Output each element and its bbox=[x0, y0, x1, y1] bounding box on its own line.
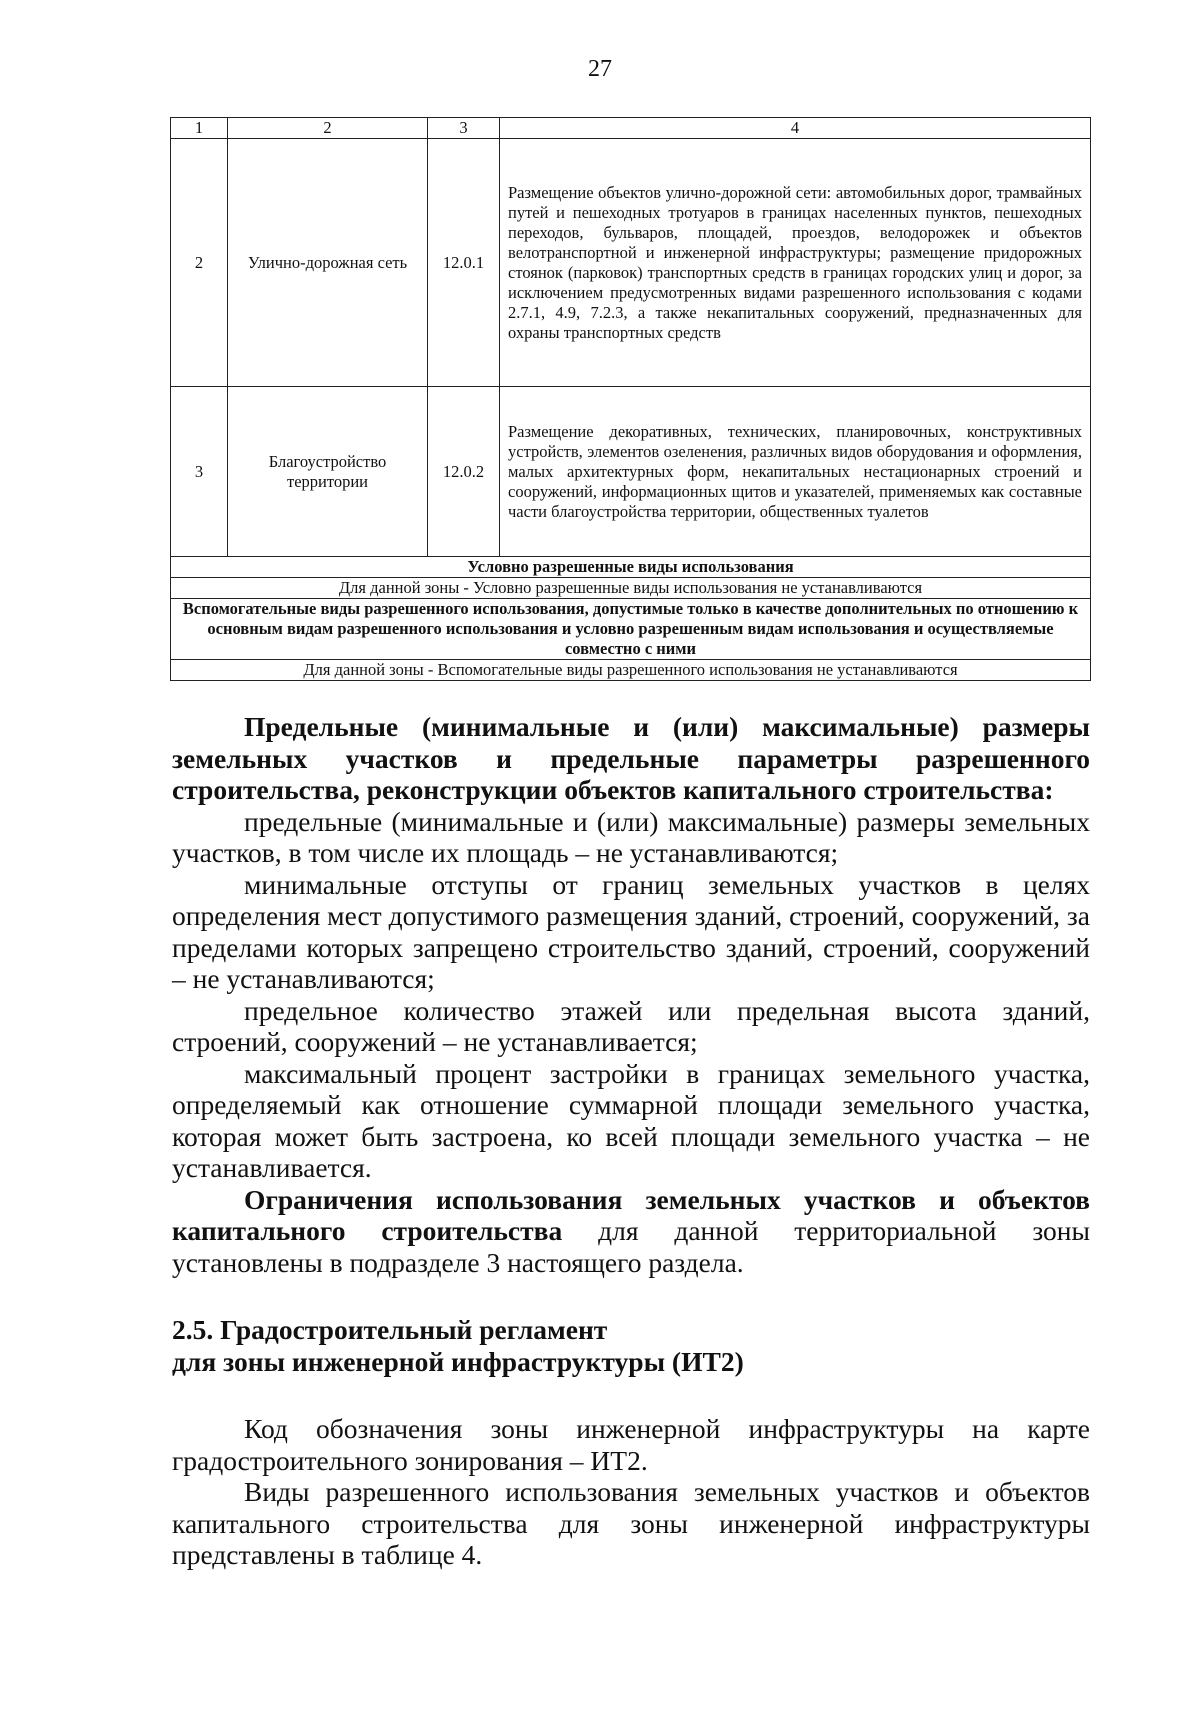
auxiliary-uses-heading: Вспомогательные виды разрешенного использования, допустимые только в качестве дополнительных по отношению к основным видам разрешенного использования и условно разрешенным видам использования и осуществляемые совместно с ними bbox=[171, 599, 1091, 660]
row-number: 3 bbox=[171, 387, 228, 557]
column-header: 4 bbox=[500, 118, 1091, 139]
section-title-line1: 2.5. Градостроительный регламент bbox=[172, 1314, 608, 1345]
page-number: 27 bbox=[588, 56, 612, 82]
conditional-uses-heading: Условно разрешенные виды использования bbox=[171, 557, 1091, 578]
conditional-uses-note: Для данной зоны - Условно разрешенные виды использования не устанавливаются bbox=[171, 578, 1091, 599]
land-use-table bbox=[170, 117, 1091, 681]
use-type-code: 12.0.2 bbox=[428, 387, 500, 557]
column-header: 3 bbox=[428, 118, 500, 139]
section-title bbox=[172, 1314, 1090, 1377]
table-row bbox=[171, 387, 1091, 557]
auxiliary-heading-row bbox=[171, 599, 1091, 660]
restrictions-rest: для данной территориальной зоны установлены в подразделе 3 настоящего раздела. bbox=[172, 1215, 1090, 1278]
section-title-line2: для зоны инженерной инфраструктуры (ИТ2) bbox=[172, 1345, 744, 1377]
auxiliary-note-row bbox=[171, 660, 1091, 681]
paragraph-coverage: максимальный процент застройки в границах земельного участка, определяемый как отношение суммарной площади земельного участка, которая может быть застроена, ко всей площади земельного участка – не устанавливается. bbox=[172, 1057, 1090, 1183]
column-header: 1 bbox=[171, 118, 228, 139]
limits-heading: Предельные (минимальные и (или) максимальные) размеры земельных участков и предельные параметры разрешенного строительства, реконструкции объектов капитального строительства: bbox=[172, 711, 1090, 805]
table-header-row bbox=[171, 118, 1091, 139]
conditional-note-row bbox=[171, 578, 1091, 599]
paragraph-zone-code: Код обозначения зоны инженерной инфраструктуры на карте градостроительного зонирования – ИТ2. bbox=[172, 1413, 1090, 1476]
paragraph-restrictions bbox=[172, 1184, 1090, 1279]
paragraph-floors: предельное количество этажей или предельная высота зданий, строений, сооружений – не устанавливается; bbox=[172, 994, 1090, 1057]
paragraph-table-reference: Виды разрешенного использования земельных участков и объектов капитального строительства для зоны инженерной инфраструктуры представлены в таблице 4. bbox=[172, 1476, 1090, 1570]
use-type-description: Размещение объектов улично-дорожной сети: автомобильных дорог, трамвайных путей и пешеходных тротуаров в границах населенных пунктов, пешеходных переходов, бульваров, площадей, проездов, велодорожек и объектов велотранспортной и инженерной инфраструктуры; размещение придорожных стоянок (парковок) транспортных средств в границах городских улиц и дорог, за исключением предусмотренных видами разрешенного использования с кодами 2.7.1, 4.9, 7.2.3, а также некапитальных сооружений, предназначенных для охраны транспортных средств bbox=[500, 139, 1091, 387]
use-type-description: Размещение декоративных, технических, планировочных, конструктивных устройств, элементов озеленения, различных видов оборудования и оформления, малых архитектурных форм, некапитальных нестационарных строений и сооружений, информационных щитов и указателей, применяемых как составные части благоустройства территории, общественных туалетов bbox=[500, 387, 1091, 557]
use-type-name: Благоустройство территории bbox=[228, 387, 428, 557]
restrictions-bold: Ограничения использования земельных участков и объектов капитального строительства bbox=[172, 1183, 1090, 1246]
column-header: 2 bbox=[228, 118, 428, 139]
table-row bbox=[171, 139, 1091, 387]
paragraph-setbacks: минимальные отступы от границ земельных участков в целях определения мест допустимого размещения зданий, строений, сооружений, за пределами которых запрещено строительство зданий, строений, сооружений – не устанавливаются; bbox=[172, 868, 1090, 994]
paragraph-plot-sizes: предельные (минимальные и (или) максимальные) размеры земельных участков, в том числе их площадь – не устанавливаются; bbox=[172, 805, 1090, 868]
auxiliary-uses-note: Для данной зоны - Вспомогательные виды разрешенного использования не устанавливаются bbox=[171, 660, 1091, 681]
use-type-code: 12.0.1 bbox=[428, 139, 500, 387]
row-number: 2 bbox=[171, 139, 228, 387]
conditional-heading-row bbox=[171, 557, 1091, 578]
use-type-name: Улично-дорожная сеть bbox=[228, 139, 428, 387]
body-text bbox=[172, 711, 1090, 1571]
